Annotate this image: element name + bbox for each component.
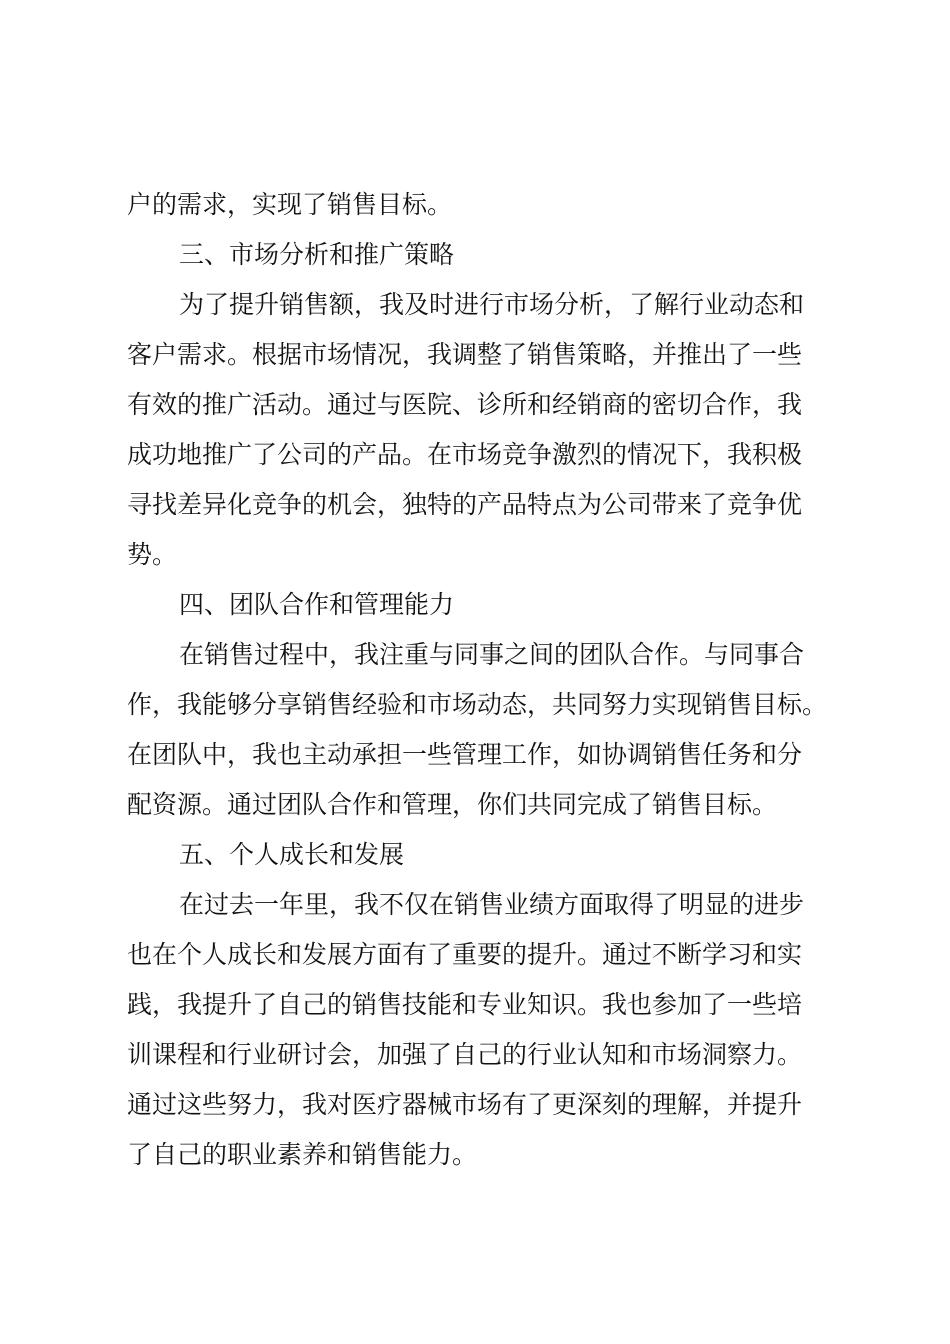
- text-line: 户的需求，实现了销售目标。: [127, 190, 453, 219]
- text-line: 成功地推广了公司的产品。在市场竞争激烈的情况下，我积极: [127, 440, 803, 469]
- text-line: 客户需求。根据市场情况，我调整了销售策略，并推出了一些: [127, 340, 803, 369]
- text-line: 了自己的职业素养和销售能力。: [127, 1140, 478, 1169]
- text-line: 也在个人成长和发展方面有了重要的提升。通过不断学习和实: [127, 940, 803, 969]
- text-line: 配资源。通过团队合作和管理，你们共同完成了销售目标。: [127, 790, 778, 819]
- document-body: [127, 180, 837, 1180]
- paragraph-first-line: 在过去一年里，我不仅在销售业绩方面取得了明显的进步: [179, 890, 805, 919]
- paragraph-first-line: 为了提升销售额，我及时进行市场分析，了解行业动态和: [179, 290, 805, 319]
- paragraph-first-line: 三、市场分析和推广策略: [179, 240, 455, 269]
- paragraph-first-line: 在销售过程中，我注重与同事之间的团队合作。与同事合: [179, 640, 805, 669]
- text-line: 践，我提升了自己的销售技能和专业知识。我也参加了一些培: [127, 990, 803, 1019]
- paragraph-first-line: 五、个人成长和发展: [179, 840, 405, 869]
- text-line: 有效的推广活动。通过与医院、诊所和经销商的密切合作，我: [127, 390, 803, 419]
- text-line: 作，我能够分享销售经验和市场动态，共同努力实现销售目标。: [127, 690, 828, 719]
- text-line: 在团队中，我也主动承担一些管理工作，如协调销售任务和分: [127, 740, 803, 769]
- text-line: 训课程和行业研讨会，加强了自己的行业认知和市场洞察力。: [127, 1040, 803, 1069]
- text-line: 通过这些努力，我对医疗器械市场有了更深刻的理解，并提升: [127, 1090, 803, 1119]
- text-line: 势。: [127, 540, 178, 569]
- paragraph-first-line: 四、团队合作和管理能力: [179, 590, 455, 619]
- text-line: 寻找差异化竞争的机会，独特的产品特点为公司带来了竞争优: [127, 490, 803, 519]
